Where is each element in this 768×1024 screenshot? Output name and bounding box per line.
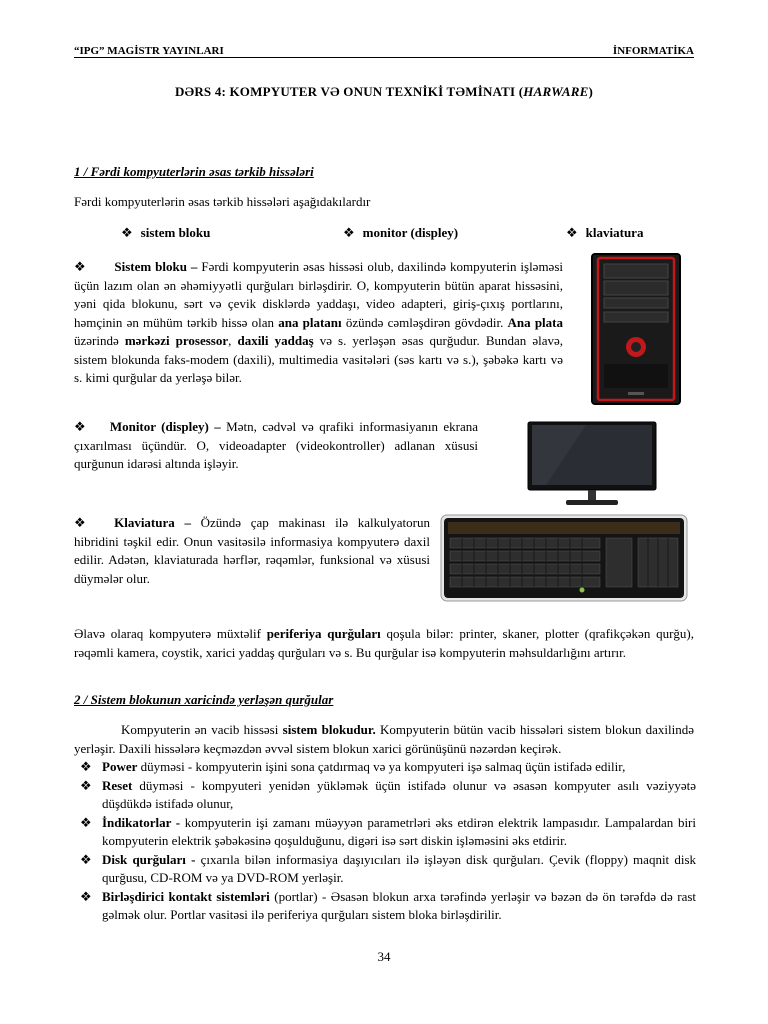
text-fragment: Fərdi kompyuterin əsas hissəsi olub, daxilində kompyuterin işləməsi üçün lazım olan ən əhəmiyyətli qurğuları birləşdirir. O, kompyuterin bütün aparat hissəsini, yəni qida blokunu, sərt və çevik disklərdə yaddaşı, video adapteri, giriş-çıxış portlarını, həmçinin ən mühüm tərkib hissə olan — [74, 259, 564, 330]
bullet-icon: ❖ — [121, 225, 133, 240]
keyboard-image — [440, 514, 688, 602]
text-fragment: Özündə çap makinası ilə kalkulyatorun hibridini təşkil edir. Onun vasitəsilə informasiya kompyuterə daxil edilir. Adətən, klaviaturada hərflər, rəqəmlər, funksional və xüsusi düymələr olur. — [74, 515, 430, 586]
term-klaviatura: Klaviatura – — [114, 515, 191, 530]
text-fragment: qoşula bilər: printer, skaner, plotter (qrafikçəkən qurğu), rəqəmli kamera, coystik, xarici yaddaş qurğuları və s. Bu qurğular isə kompyuterin məhsuldarlığını artırır. — [74, 626, 694, 660]
bullet-icon: ❖ — [80, 759, 92, 774]
pc-tower-image — [590, 252, 684, 408]
list-item — [80, 777, 696, 814]
bullet-icon: ❖ — [566, 225, 578, 240]
term-sistem-bloku: Sistem bloku – — [114, 259, 198, 274]
text-fragment: Əlavə olaraq kompyuterə müxtəlif — [74, 626, 267, 641]
bullet-label: sistem bloku — [140, 225, 211, 240]
term-monitor: Monitor (displey) – — [109, 419, 221, 434]
item-term: Birləşdirici kontakt sistemləri — [102, 888, 270, 904]
header-subject: İNFORMATİKA — [612, 45, 694, 57]
item-text: (portlar) - Əsasən blokun arxa tərəfində yerləşir və bəzən də ön tərəfdə də rast gəlmək olur. Portlar vasitəsi ilə periferiya qurğuları sistem bloka birləşdirilir. — [102, 888, 697, 922]
page-number: 34 — [377, 949, 391, 964]
item-term: Disk qurğuları - — [102, 851, 196, 867]
bullet-icon: ❖ — [80, 777, 92, 793]
external-devices-list — [80, 758, 696, 925]
item-text: kompyuterin işi zamanı müəyyən parametrləri əks etdirən elektrik lampasıdır. Lampalardan biri kompyuterin elektrik şəbəkəsinə qoşulduğunu, digəri isə sərt diskin işləməsini əks etdirir. — [102, 814, 696, 848]
section-2-intro — [74, 721, 694, 758]
item-text: çıxarıla bilən informasiya daşıyıcıları ilə işləyən disk qurğuları. Çevik (floppy) maqnit disk qurğusu, CD-ROM və ya DVD-ROM yerləşir. — [102, 851, 696, 885]
bullet-icon: ❖ — [80, 888, 92, 904]
klaviatura-paragraph — [74, 514, 430, 588]
bullet-icon: ❖ — [343, 225, 355, 240]
bullet-icon: ❖ — [74, 515, 93, 530]
page-header — [74, 41, 694, 58]
monitor-image — [526, 420, 658, 508]
title-close: ) — [588, 84, 594, 99]
item-term: İndikatorlar - — [102, 814, 181, 830]
section-2-heading: 2 / Sistem blokunun xaricində yerləşən qurğular — [74, 692, 334, 707]
bullet-icon: ❖ — [80, 851, 92, 867]
bullet-icon: ❖ — [74, 259, 87, 274]
bullet-icon: ❖ — [80, 814, 92, 830]
bullet-label: klaviatura — [585, 225, 644, 240]
item-text: düyməsi - kompyuteri yenidən yükləmək üçün istifadə olunur və əsasən kompyuter asılı vəziyyətə düşdükdə istifadə olunur, — [102, 777, 696, 811]
bullet-label: monitor (displey) — [362, 225, 459, 240]
bold-fragment: sistem blokudur. — [282, 722, 376, 737]
monitor-paragraph — [74, 418, 478, 474]
sistem-bloku-paragraph — [74, 258, 563, 388]
bold-fragment: Ana plata — [507, 314, 563, 330]
section-1-heading: 1 / Fərdi kompyuterlərin əsas tərkib hissələri — [74, 164, 314, 179]
text-fragment: özündə cəmləşdirən gövdədir. — [341, 314, 508, 330]
bold-fragment: ana platanı — [278, 314, 342, 330]
text-fragment: Kompyuterin ən vacib hissəsi — [121, 722, 283, 737]
text-fragment: üzərində — [74, 333, 125, 348]
bold-fragment: periferiya qurğuları — [266, 626, 381, 641]
text-fragment: Mətn, cədvəl və qrafiki informasiyanın ekrana çıxarılması üçündür. O, videoadapter (videokontroller) adlanan xüsusi qurğunun idarəsi altında işləyir. — [74, 419, 478, 471]
list-item — [80, 851, 696, 888]
item-text: düyməsi - kompyuterin işini sona çatdırmaq və ya kompyuteri işə salmaq üçün istifadə edilir, — [137, 759, 626, 774]
text-fragment: Kompyuterin bütün vacib hissələri sistem blokun daxilində yerləşir. Daxili hissələrə keçməzdən əvvəl sistem blokun xarici görünüşünü nəzərdən keçirək. — [74, 722, 694, 756]
title-main: DƏRS 4: KOMPYUTER VƏ ONUN TEXNİKİ TƏMİNATI ( — [174, 84, 524, 99]
bullet-sistem-bloku — [121, 224, 210, 243]
list-item — [80, 758, 696, 777]
bullet-klaviatura — [566, 224, 643, 243]
text-fragment: , — [228, 333, 238, 348]
item-term: Reset — [102, 777, 133, 793]
list-item — [80, 814, 696, 851]
periferiya-paragraph — [74, 625, 694, 662]
header-publisher: “IPG” MAGİSTR YAYINLARI — [74, 45, 224, 57]
title-italic: HARWARE — [523, 84, 589, 99]
list-item — [80, 888, 696, 925]
lesson-title — [74, 83, 694, 102]
bullet-icon: ❖ — [74, 419, 88, 434]
item-term: Power — [102, 759, 138, 774]
section-1-intro: Fərdi kompyuterlərin əsas tərkib hissələri aşağıdakılardır — [74, 194, 371, 209]
text-fragment: və s. yerləşən əsas qurğudur. Bundan əlavə, sistem blokunda faks-modem (daxili), multimedia vasitələri (səs kartı və s.), şəbəkə kartı və s. kimi qurğular da yerləşə bilər. — [74, 333, 563, 385]
bold-fragment: daxili yaddaş — [237, 333, 314, 348]
bold-fragment: mərkəzi prosessor — [124, 333, 229, 348]
bullet-monitor — [343, 224, 458, 243]
